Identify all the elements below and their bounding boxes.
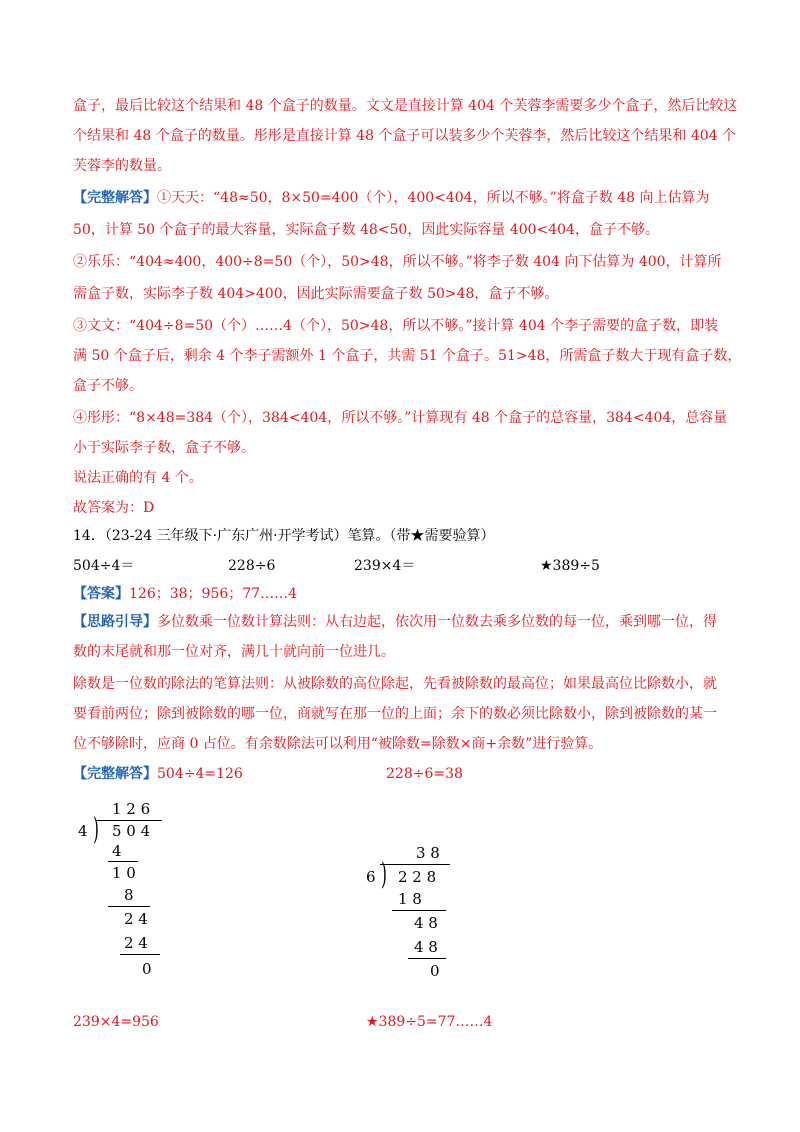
full-answer-tag-2: 【完整解答】 [73,766,157,782]
final-answer-line: 故答案为：D [73,500,155,516]
div1-quotient: 1 2 6 [112,800,151,818]
question-item-4: ★389÷5 [540,558,600,574]
explanation-line-2: 个结果和 48 个盒子的数量。彤彤是直接计算 48 个盒子可以装多少个芙蓉李，然后比较这个结果和 404 个 [73,128,737,144]
conclusion-line: 说法正确的有 4 个。 [73,470,203,486]
full-answer-a1: 【完整解答】①天天：“48≈50，8×50=400（个），400<404，所以不够。”将盒子数 48 向上估算为 [73,190,710,206]
div2-remainder: 0 [430,962,440,980]
full-answer-d2: 小于实际李子数，盒子不够。 [73,440,255,456]
full-answer-eq2: 228÷6=38 [386,766,463,782]
div1-bracket: ) [93,812,99,847]
div2-dividend: 2 2 8 [398,868,437,886]
div2-step-1: 1 8 [398,890,422,908]
div2-rule-2 [408,958,446,959]
div2-bracket: ) [381,857,387,892]
div2-divisor: 6 [366,868,376,886]
full-answer-c3: 盒子不够。 [73,378,143,394]
guide-tag: 【思路引导】 [73,614,157,630]
explanation-line-3: 芙蓉李的数量。 [73,158,171,174]
div1-step-3: 8 [124,886,134,904]
answer-tag: 【答案】 [73,586,129,602]
div1-divisor: 4 [78,822,88,840]
div1-step-4: 2 4 [124,910,148,928]
div1-dividend: 5 0 4 [112,822,151,840]
guide-line-2: 数的末尾就和那一位对齐，满几十就向前一位进几。 [73,644,395,660]
full-answer-eq1: 【完整解答】504÷4=126 [73,766,243,782]
div1-step-5: 2 4 [124,934,148,952]
full-answer-tag: 【完整解答】 [73,190,157,206]
guide-line-1: 【思路引导】多位数乘一位数计算法则：从右边起，依次用一位数去乘多位数的每一位，乘到哪一位，得 [73,614,717,630]
full-answer-c2: 满 50 个盒子后，剩余 4 个李子需额外 1 个盒子，共需 51 个盒子。51>48，所需盒子数大于现有盒子数， [73,348,742,364]
question-14-title: 14．（23-24 三年级下·广东广州·开学考试）笔算。（带★需要验算） [73,528,495,544]
div1-step-2: 1 0 [112,864,136,882]
div1-rule-1 [108,861,138,862]
guide-line-4: 要看前两位；除到被除数的哪一位，商就写在那一位的上面；余下的数必须比除数小，除到被除数的某一 [73,706,717,722]
div2-step-2: 4 8 [414,914,438,932]
div2-quotient: 3 8 [416,844,440,862]
full-answer-c1: ③文文：“404÷8=50（个）……4（个），50>48，所以不够。”接计算 404 个李子需要的盒子数，即装 [73,318,719,334]
question-item-2: 228÷6 [228,558,276,574]
div1-step-1: 4 [112,842,122,860]
div2-rule-1 [392,910,446,911]
guide-line-3: 除数是一位数的除法的笔算法则：从被除数的高位除起，先看被除数的最高位；如果最高位比除数小，就 [73,676,717,692]
div2-step-3: 4 8 [414,938,438,956]
full-answer-d1: ④彤彤：“8×48=384（个），384<404，所以不够。”计算现有 48 个盒子的总容量，384<404，总容量 [73,410,728,426]
div1-rule-3 [120,954,160,955]
answer-values: 126；38；956；77……4 [129,586,297,602]
div1-rule-2 [108,906,150,907]
answer-line [73,584,297,604]
guide-line-5: 位不够除时，应商 0 占位。有余数除法可以利用“被除数=除数×商+余数”进行验算。 [73,736,603,752]
full-answer-a2: 50，计算 50 个盒子的最大容量，实际盒子数 48<50，因此实际容量 400<404，盒子不够。 [73,222,659,238]
question-item-1: 504÷4＝ [73,558,135,574]
full-answer-eq3: 239×4=956 [73,1014,159,1030]
question-item-3: 239×4＝ [354,558,416,574]
full-answer-eq4: ★389÷5=77……4 [366,1014,493,1030]
div2-top-rule [380,864,450,865]
div1-top-rule [96,820,162,821]
full-answer-b2: 需盒子数，实际李子数 404>400，因此实际需要盒子数 50>48，盒子不够。 [73,286,559,302]
div1-remainder: 0 [142,960,152,978]
full-answer-b1: ②乐乐：“404≈400，400÷8=50（个），50>48，所以不够。”将李子数 404 向下估算为 400，计算所 [73,254,722,270]
explanation-line-1: 盒子，最后比较这个结果和 48 个盒子的数量。文文是直接计算 404 个芙蓉李需要多少个盒子，然后比较这 [73,98,738,114]
